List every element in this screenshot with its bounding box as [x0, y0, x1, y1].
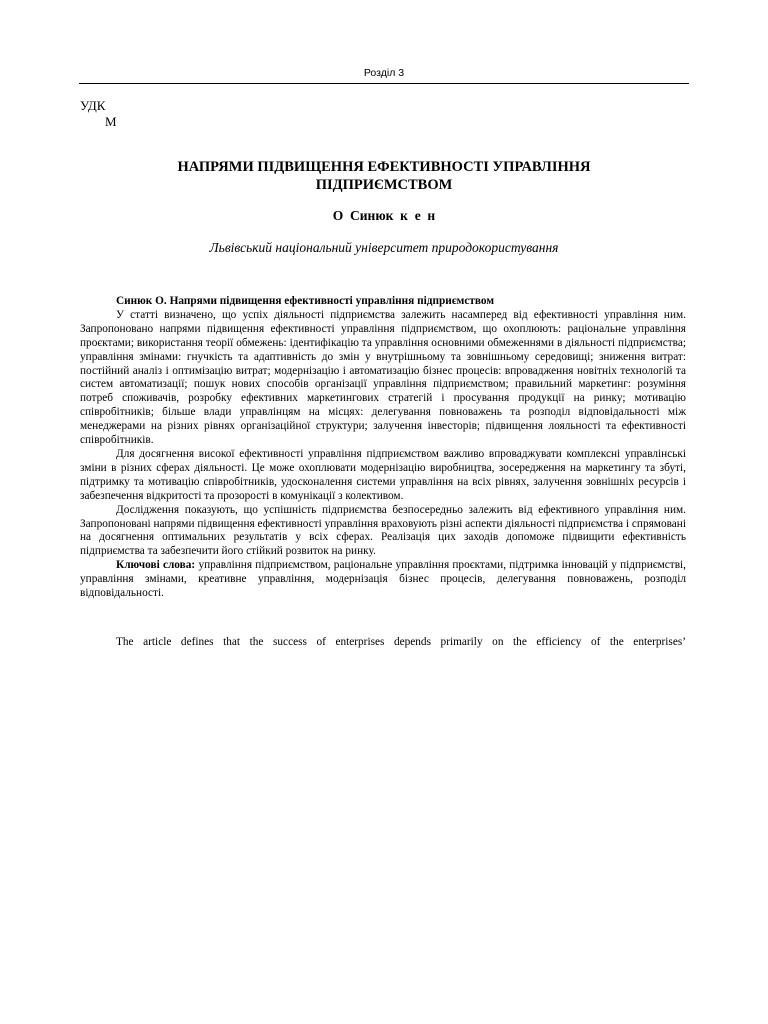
- english-abstract-start: The article defines that the success of enterprises depends primarily on the efficiency of the enterprises’: [116, 636, 686, 648]
- title-line-1: НАПРЯМИ ПІДВИЩЕННЯ ЕФЕКТИВНОСТІ УПРАВЛІННЯ: [177, 159, 591, 175]
- abstract-paragraph-1: У статті визначено, що успіх діяльності підприємства залежить насамперед від ефективності управління ним. Запропоновано напрями підвищення ефективності управління підприємством, що охоплюють: раціональне управління проєктами; використання теорії обмежень: ідентифікацію та управління основними обмеженнями в діяльності підприємства; управління змінами: гнучкість та адаптивність до змін у внутрішньому та зовнішньому середовищі; зниження витрат: постійний аналіз і оптимізацію витрат; модернізацію і автоматизацію бізнес процесів: впровадження новітніх технологій та систем автоматизації; пошук нових способів організації управління підприємством; правильний маркетинг: розуміння потреб споживачів, розробку ефективних маркетингових стратегій і просування продукції на ринку; мотивацію співробітників; більше влади управлінцям на місцях: делегування повноважень та розподіл відповідальності між менеджерами на різних рівнях організаційної структури; залучення інвесторів; підвищення лояльності та ефективності співробітників.: [80, 308, 686, 447]
- article-title: [100, 158, 668, 194]
- keywords-paragraph: [80, 559, 686, 601]
- abstract-paragraph-2: Для досягнення високої ефективності управління підприємством важливо впроваджувати комплексні управлінські зміни в різних сферах діяльності. Це може охоплювати модернізацію виробництва, зосередження на маркетингу та збуті, підтримку та мотивацію співробітників, удосконалення системи управління на всіх рівнях, залучення зовнішніх ресурсів і забезпечення відкритості та прозорості в комунікації з колективом.: [80, 447, 686, 502]
- keywords-label: Ключові слова:: [116, 559, 196, 572]
- abstract: [80, 295, 686, 601]
- abstract-lead-title: Синюк О. Напрями підвищення ефективності управління підприємством: [116, 295, 495, 307]
- header-divider: [79, 83, 689, 84]
- abstract-lead-paragraph: [80, 295, 686, 309]
- author-name: О Синюк к е н: [332, 208, 436, 223]
- section-header: Розділ 3: [363, 67, 405, 79]
- title-line-2: ПІДПРИЄМСТВОМ: [315, 177, 453, 193]
- abstract-paragraph-3: Дослідження показують, що успішність підприємства безпосередньо залежить від ефективного управління ним. Запропоновані напрями підвищення ефективності управління враховують різні аспекти діяльності підприємства і спрямовані на досягнення оптимальних результатів у всіх сферах. Реалізація цих заходів допоможе підвищити ефективність підприємства та забезпечити його стійкий розвиток на ринку.: [80, 503, 686, 558]
- keywords-list: управління підприємством, раціональне управління проєктами, підтримка інновацій у підприємстві, управління змінами, креативне управління, модернізація бізнес процесів, делегування повноважень, розподіл відповідальності.: [80, 559, 687, 600]
- udk-code: М: [105, 114, 117, 129]
- author-affiliation: Львівський національний університет природокористування: [209, 240, 559, 255]
- udk-label: УДК: [80, 98, 106, 113]
